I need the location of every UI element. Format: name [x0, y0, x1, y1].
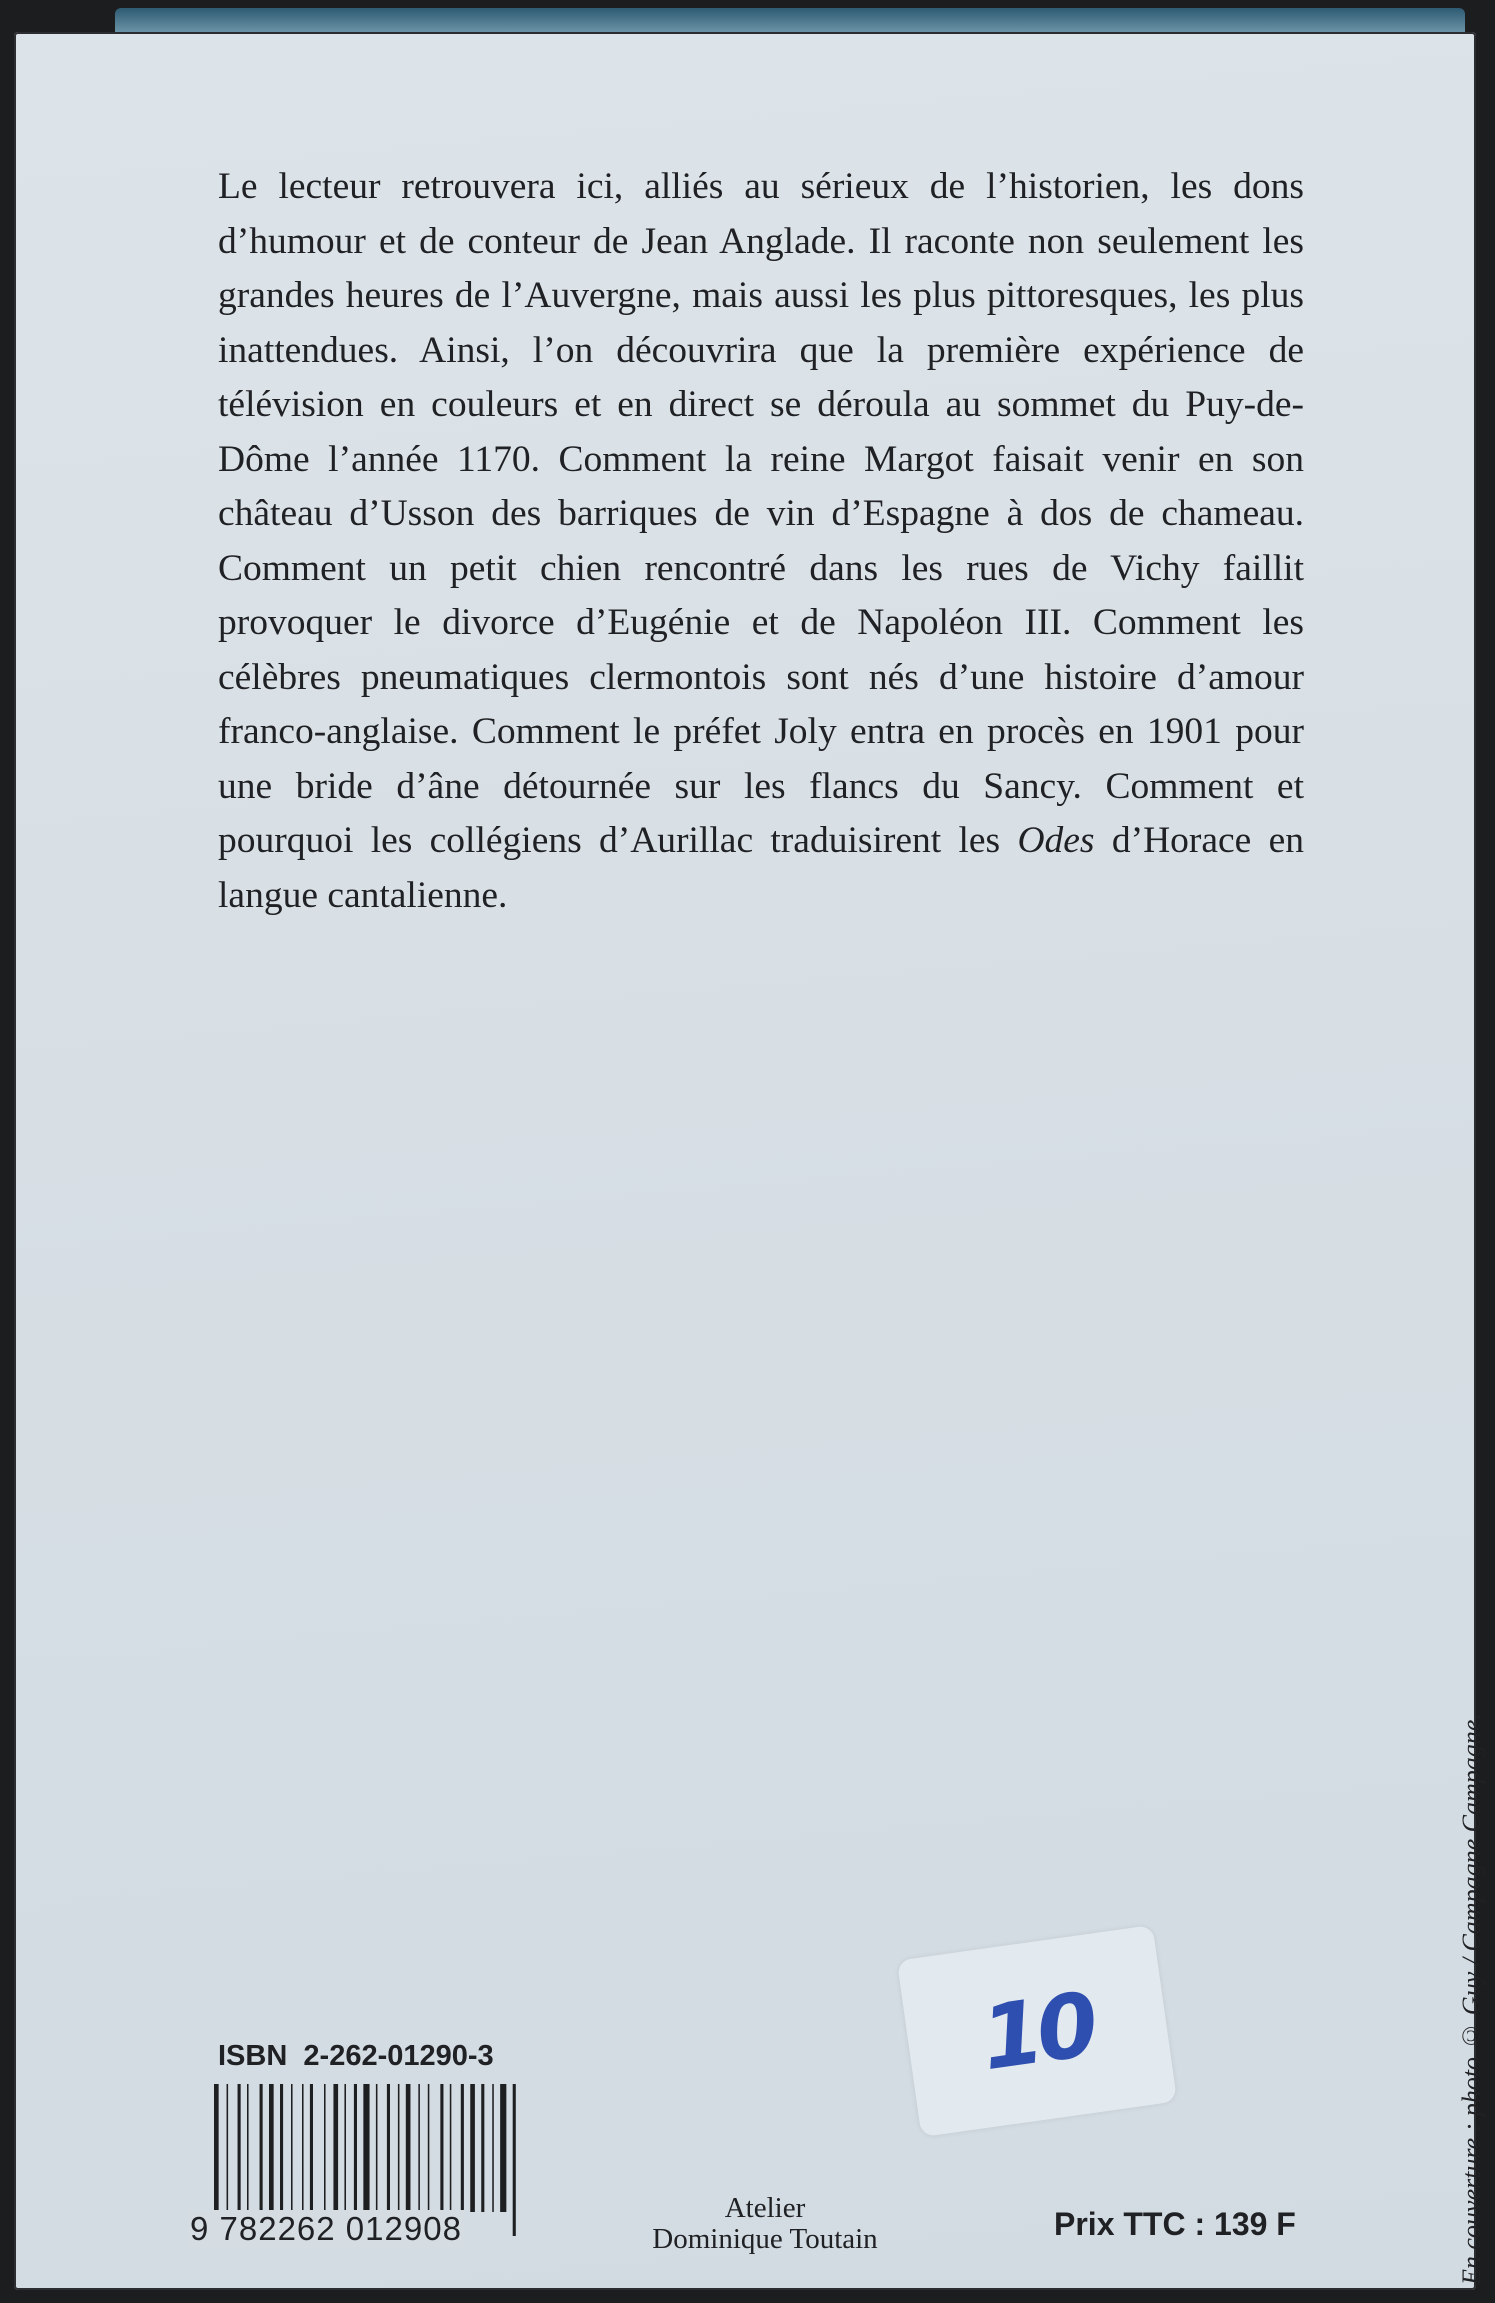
blurb-end: d’Horace en langue cantalienne.	[218, 820, 1305, 916]
cover-photo-credit: En couverture : photo © Guy / Campagne Campagne.	[1457, 1713, 1486, 2285]
price-sticker	[897, 1925, 1177, 2137]
isbn-value: 2-262-01290-3	[303, 2040, 494, 2072]
blurb-text	[218, 160, 1304, 923]
publisher-imprint	[640, 2193, 890, 2255]
isbn-label: ISBN	[218, 2040, 288, 2072]
blurb-italic-title: Odes	[1017, 820, 1095, 861]
price-label: Prix TTC : 139 F	[1054, 2206, 1296, 2242]
isbn-line	[218, 2040, 494, 2073]
blurb-main: Le lecteur retrouvera ici, alliés au sérieux de l’historien, les dons d’humour et de conteur de Jean Anglade. Il raconte non seulement les grandes heures de l’Auvergne, mais aussi les plus pittoresques, les plus inattendues. Ainsi, l’on découvrira que la première expérience de télévision en couleurs et en direct se déroula au sommet du Puy-de-Dôme l’année 1170. Comment la reine Margot faisait venir en son château d’Usson des barriques de vin d’Espagne à dos de chameau. Comment un petit chien rencontré dans les rues de Vichy faillit provoquer le divorce d’Eugénie et de Napoléon III. Comment les célèbres pneumatiques clermontois sont nés d’une histoire d’amour franco-anglaise. Comment le préfet Joly entra en procès en 1901 pour une bride d’âne détournée sur les flancs du Sancy. Comment et pourquoi les collégiens d’Aurillac traduisirent les	[218, 166, 1304, 861]
sticker-handwritten-number: 10	[975, 1972, 1099, 2090]
publisher-line-2: Dominique Toutain	[652, 2223, 878, 2255]
barcode-number: 9 782262 012908	[190, 2210, 462, 2247]
publisher-line-1: Atelier	[724, 2192, 806, 2224]
